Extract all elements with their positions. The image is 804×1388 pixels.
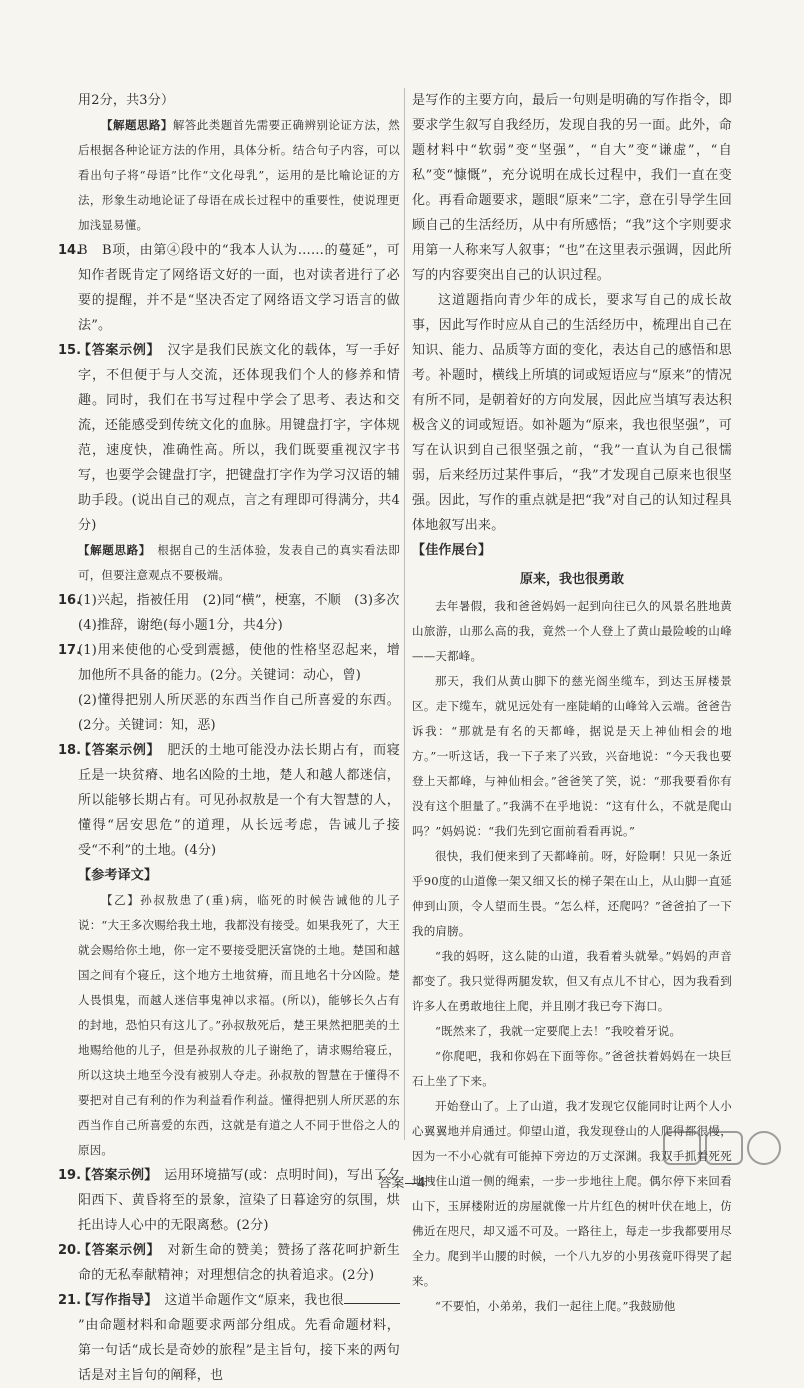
- q21-text-b: ”由命题材料和命题要求两部分组成。先看命题材料，第一句话“成长是奇妙的旅程”是主旨句，接下来的两句话是对主旨句的阐释，也: [78, 1318, 400, 1383]
- q20-number: 20.: [58, 1243, 82, 1258]
- q21-guide: [78, 1288, 400, 1388]
- q17-text-2: (2)懂得把别人所厌恶的东西当作自己所喜爱的东西。(2分。关键词：知，恶): [78, 693, 400, 733]
- q20-tag: 【答案示例】: [78, 1243, 154, 1258]
- essay-paragraph-3: 很快，我们便来到了天都峰前。呀，好险啊！只见一条近乎90度的山道像一架又细又长的梯子架在山上，从山脚一直延伸到山顶，令人望而生畏。“怎么样，还爬吗？”爸爸拍了一下我的肩膀。: [412, 849, 732, 938]
- essay-paragraph-4: “我的妈呀，这么陡的山道，我看着头就晕。”妈妈的声音都变了。我只觉得两腿发软，但又有点儿不甘心，因为我看到许多人在勇敢地往上爬，并且刚才我已夸下海口。: [412, 949, 732, 1013]
- q21-number: 21.: [58, 1293, 82, 1308]
- question-15: [58, 338, 400, 588]
- q15-text: 汉字是我们民族文化的载体，写一手好字，不但便于与人交流，还体现我们个人的修养和情趣。同时，我们在书写过程中学会了思考、表达和交流，还能感受到传统文化的血脉。用键盘打字，字体规范，速度快，准确性高。所以，我们既要重视汉字书写，也要学会键盘打字，把键盘打字作为学习汉语的辅助手段。(说出自己的观点，言之有理即可得满分，共4分): [78, 343, 400, 533]
- q15-answer: [78, 338, 400, 538]
- q13-tag: 【解题思路】: [101, 118, 173, 132]
- watermark-logo: [660, 1128, 790, 1194]
- guide-paragraph-2: 这道题指向青少年的成长，要求写自己的成长故事，因此写作时应从自己的生活经历中，梳理出自己在知识、能力、品质等方面的变化，表达自己的感悟和思考。补题时，横线上所填的词或短语应与“原来”的情况有所不同，是朝着好的方向发展，因此应当填写表达积极含义的词或短语。如补题为“原来，我也很坚强”，可写在认识到自己很坚强之前，“我”一直认为自己很懦弱，后来经历过某件事后，“我”才发现自己原来也很坚强。因此，写作的重点就是把“我”对自己的认知过程具体地叙写出来。: [412, 293, 732, 533]
- q17-text-1: (1)用来使他的心受到震撼，使他的性格坚忍起来，增加他所不具备的能力。(2分。关键词：动心，曾): [78, 643, 400, 683]
- q19-text: 运用环境描写(或：点明时间)，写出了夕阳西下、黄昏将至的景象，渲染了日暮途穷的氛围，烘托出诗人心中的无限离愁。(2分): [78, 1168, 400, 1233]
- q13-analysis: [78, 113, 400, 238]
- fill-blank-line: [344, 1291, 400, 1304]
- essay-paragraph-2: 那天，我们从黄山脚下的慈光阁坐缆车，到达玉屏楼景区。走下缆车，就见远处有一座陡峭的山峰耸入云端。爸爸告诉我：“那就是有名的天都峰，据说是天上神仙相会的地方。”一听这话，我一下子来了兴致，兴奋地说：“今天我也要登上天都峰，与神仙相会。”爸爸笑了笑，说：“那我要看你有没有这个胆量了。”我满不在乎地说：“这有什么，不就是爬山吗？”妈妈说：“我们先到它面前看看再说。”: [412, 674, 732, 838]
- q18-translation: 【乙】孙叔敖患了(重)病，临死的时候告诫他的儿子说：“大王多次赐给我土地，我都没有接受。如果我死了，大王就会赐给你土地，你一定不要接受肥沃富饶的土地。楚国和越国之间有个寝丘，这个地方土地贫瘠，而且地名十分凶险。楚人畏惧鬼，而越人迷信事鬼神以求福。(所以)，能够长久占有的封地，恐怕只有这儿了。”孙叔敖死后，楚王果然把肥美的土地赐给他的儿子，但是孙叔敖的儿子谢绝了，请求赐给寝丘，所以这块土地至今没有被别人夺走。孙叔敖的智慧在于懂得不要把对自己有利的作为利益看作利益。懂得把别人所厌恶的东西当作自己所喜爱的东西，这就是有道之人不同于世俗之人的原因。: [78, 893, 400, 1157]
- q19-tag: 【答案示例】: [78, 1168, 151, 1183]
- essay-paragraph-8: “不要怕，小弟弟，我们一起往上爬。”我鼓励他: [435, 1299, 676, 1313]
- q21-text-a: 这道半命题作文“原来，我也很: [164, 1293, 344, 1308]
- q18-answer: [78, 738, 400, 863]
- essay-paragraph-7: 开始登山了。上了山道，我才发现它仅能同时让两个人小心翼翼地并肩通过。仰望山道，我发现登山的人爬得都很慢，因为一不小心就有可能掉下旁边的万丈深渊。我双手抓着死死地拽住山道一侧的绳索，一步一步地往上爬。偶尔停下来回看山下，玉屏楼附近的房屋就像一片片红色的树叶伏在地上，仿佛近在咫尺，却又遥不可及。一路往上，每走一步我都要用尽全力。爬到半山腰的时候，一个八九岁的小男孩竟吓得哭了起来。: [412, 1099, 732, 1288]
- showcase-tag: 【佳作展台】: [412, 543, 492, 558]
- q17-number: 17.: [58, 643, 82, 658]
- question-16: [58, 588, 400, 638]
- q15b-tag: 【解题思路】: [78, 543, 146, 557]
- q18-translation-tag: 【参考译文】: [78, 868, 158, 883]
- question-18: [58, 738, 400, 1163]
- essay-paragraph-6: “你爬吧，我和你妈在下面等你。”爸爸扶着妈妈在一块巨石上坐了下来。: [412, 1049, 732, 1088]
- q16-text-2: (4)推辞，谢绝(每小题1分，共4分): [78, 618, 283, 633]
- q18-tag: 【答案示例】: [78, 743, 154, 758]
- question-14: [58, 238, 400, 338]
- q18-text: 肥沃的土地可能没办法长期占有，而寝丘是一块贫瘠、地名凶险的土地，楚人和越人都迷信，所以能够长期占有。可见孙叔敖是一个有大智慧的人，懂得“居安思危”的道理，从长远考虑，告诫儿子接受“不利”的土地。(4分): [78, 743, 400, 858]
- q14-text: B B项，由第④段中的“我本人认为……的蔓延”，可知作者既肯定了网络语文好的一面，也对读者进行了必要的提醒，并不是“坚决否定了网络语文学习语言的做法”。: [78, 243, 400, 333]
- q21-tag: 【写作指导】: [78, 1293, 152, 1308]
- q14-number: 14.: [58, 243, 82, 258]
- q16-number: 16.: [58, 593, 82, 608]
- column-divider: [404, 88, 405, 1140]
- q16-text: (1)兴起，指被任用 (2)同“横”，梗塞，不顺 (3)多次: [78, 593, 400, 608]
- q19-number: 19.: [58, 1168, 82, 1183]
- essay-title: 原来，我也很勇敢: [519, 572, 624, 587]
- page-footer: 答案—4: [378, 1176, 426, 1191]
- intro-line: 用2分，共3分）: [78, 93, 175, 108]
- guide-paragraph-1: 是写作的主要方向，最后一句则是明确的写作指令，即要求学生叙写自我经历，发现自我的另一面。此外，命题材料中“软弱”变“坚强”，“自大”变“谦虚”，“自私”变“慷慨”，充分说明在成长过程中，我们一直在变化。再看命题要求，题眼“原来”二字，意在引导学生回顾自己的生活经历，从中有所感悟；“我”这个字则要求用第一人称来写人叙事；“也”在这里表示强调，因此所写的内容要突出自己的认识过程。: [412, 93, 732, 283]
- essay-paragraph-1: 去年暑假，我和爸爸妈妈一起到向往已久的风景名胜地黄山旅游，山那么高的我，竟然一个人登上了黄山最险峻的山峰——天都峰。: [412, 599, 732, 663]
- q15-tag: 【答案示例】: [78, 343, 154, 358]
- q15-number: 15.: [58, 343, 82, 358]
- question-17: [58, 638, 400, 738]
- question-20: [58, 1238, 400, 1288]
- q18-number: 18.: [58, 743, 82, 758]
- essay-paragraph-5: “既然来了，我就一定要爬上去！”我咬着牙说。: [435, 1024, 682, 1038]
- q20-text: 对新生命的赞美；赞扬了落花呵护新生命的无私奉献精神；对理想信念的执着追求。(2分): [78, 1243, 400, 1283]
- question-21: [58, 1288, 400, 1388]
- q15-analysis: [78, 538, 400, 588]
- q20-answer: [78, 1238, 400, 1288]
- left-column: [58, 88, 400, 1388]
- q13-text: 解答此类题首先需要正确辨别论证方法，然后根据各种论证方法的作用，具体分析。结合句子内容，可以看出句子将“母语”比作“文化母乳”，运用的是比喻论证的方法，形象生动地论证了母语在成长过程中的重要性，使说理更加浅显易懂。: [78, 118, 400, 232]
- q15b-text: 根据自己的生活体验，发表自己的真实看法即可，但要注意观点不要极端。: [78, 543, 400, 582]
